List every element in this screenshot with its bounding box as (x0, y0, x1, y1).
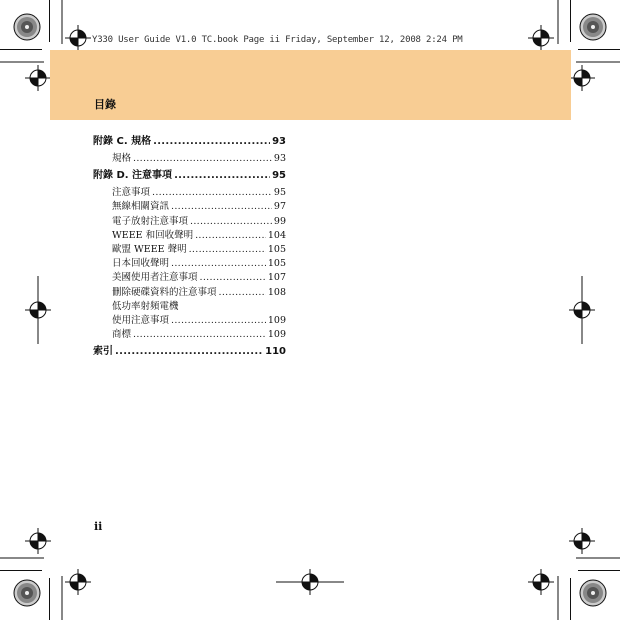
toc-entry-label: 美國使用者注意事項 (112, 272, 198, 284)
dot-leader (115, 346, 263, 357)
dot-leader (133, 153, 272, 164)
dot-leader (190, 216, 272, 227)
toc-entry-label: 無線相關資訊 (112, 201, 170, 213)
toc-entry-label: 電子放射注意事項 (112, 215, 189, 227)
toc-entry-page: 99 (273, 215, 286, 227)
toc-entry[interactable] (93, 269, 286, 283)
toc-entry-page: 95 (273, 187, 286, 199)
dot-leader (200, 272, 266, 283)
toc-entry-label: 使用注意事項 (112, 314, 170, 326)
toc-entry[interactable] (93, 298, 286, 312)
toc-entry-label: WEEE 和回收聲明 (112, 229, 194, 241)
toc-entry-label: 商標 (112, 329, 132, 341)
toc-entry[interactable] (93, 166, 286, 184)
dot-leader (152, 187, 272, 198)
toc-entry[interactable] (93, 198, 286, 212)
toc-entry-label: 歐盟 WEEE 聲明 (112, 243, 187, 255)
toc-entry[interactable] (93, 312, 286, 326)
toc-entry-page: 95 (272, 170, 286, 182)
toc-entry[interactable] (93, 284, 286, 298)
toc-entry[interactable] (93, 326, 286, 340)
toc-entry[interactable] (93, 342, 286, 360)
toc-entry-label: 注意事項 (112, 187, 151, 199)
toc-entry-page: 93 (273, 153, 286, 164)
dot-leader (171, 258, 266, 269)
toc-entry-page: 104 (267, 229, 286, 241)
toc-entry[interactable] (93, 227, 286, 241)
dot-leader (195, 230, 266, 241)
dot-leader (133, 329, 266, 340)
toc-entry[interactable] (93, 150, 286, 164)
toc-entry-page: 110 (265, 346, 286, 358)
dot-leader (174, 170, 270, 181)
toc-entry-page: 105 (267, 243, 286, 255)
dot-leader (171, 201, 272, 212)
dot-leader (153, 136, 270, 147)
dot-leader (189, 244, 266, 255)
toc-entry-label: 索引 (93, 346, 113, 358)
toc-entry[interactable] (93, 184, 286, 198)
toc-entry-label: 規格 (112, 153, 132, 164)
dot-leader (219, 287, 266, 298)
print-slug: Y330 User Guide V1.0 TC.book Page ii Friday, September 12, 2008 2:24 PM (92, 35, 463, 45)
toc-entry-label: 低功率射頻電機 (112, 300, 179, 312)
toc-entry[interactable] (93, 255, 286, 269)
header-band (50, 50, 571, 120)
toc-entry-page: 93 (272, 136, 286, 147)
dot-leader (171, 315, 266, 326)
toc-entry-label: 刪除硬碟資料的注意事項 (112, 286, 217, 298)
toc-entry-page: 105 (267, 258, 286, 270)
toc-entry-page: 107 (267, 272, 286, 284)
toc-entry-page: 109 (267, 314, 286, 326)
toc-entry[interactable] (93, 132, 286, 150)
toc-entry-label: 附錄 C. 規格 (93, 136, 152, 147)
toc-entry-page: 97 (273, 201, 286, 213)
table-of-contents (93, 130, 286, 360)
toc-entry-label: 日本回收聲明 (112, 258, 170, 270)
toc-entry-page: 108 (267, 286, 286, 298)
toc-entry-page: 109 (267, 329, 286, 341)
page-number: ii (94, 520, 103, 533)
page-title: 目錄 (94, 98, 116, 111)
toc-entry-label: 附錄 D. 注意事項 (93, 170, 173, 182)
toc-entry[interactable] (93, 213, 286, 227)
toc-entry[interactable] (93, 241, 286, 255)
